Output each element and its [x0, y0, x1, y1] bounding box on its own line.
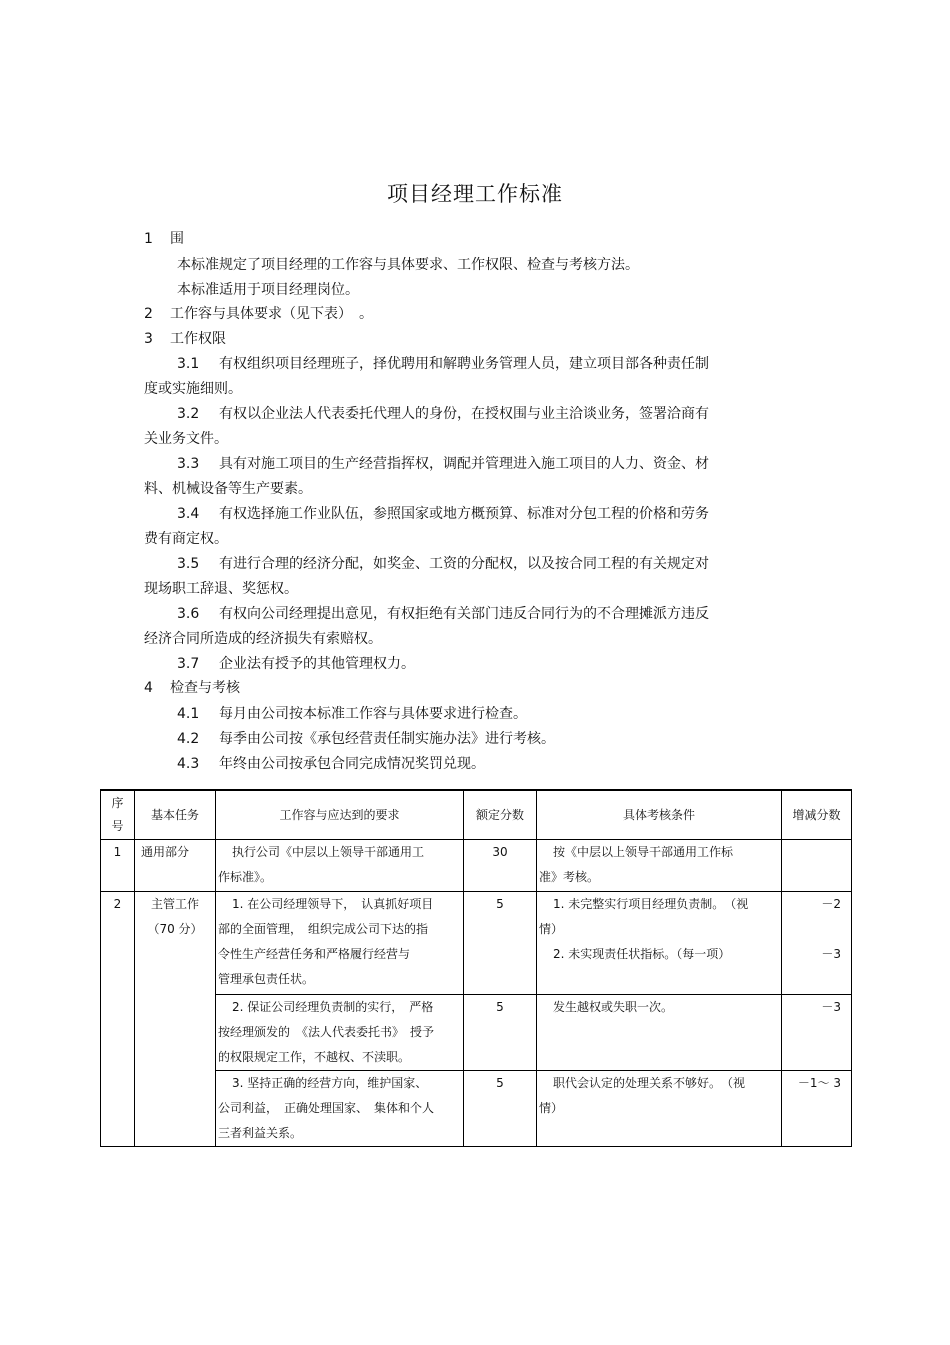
clause-text: 每月由公司按本标准工作容与具体要求进行检查。 [219, 706, 527, 722]
section-1-paragraph-2: 本标准适用于项目经理岗位。 [177, 282, 359, 298]
text-line: 作标准》。 [218, 870, 273, 884]
text-line: 的权限规定工作，不越权、不渎职。 [218, 1050, 411, 1064]
section-title: 围 [170, 231, 184, 247]
row-requirements [216, 995, 464, 1071]
clause-number: 4.3 [177, 756, 200, 772]
row-requirements [216, 1071, 464, 1147]
clause-3-5-line-1 [177, 554, 709, 574]
clause-text: 有权组织项目经理班子，择优聘用和解聘业务管理人员，建立项目部各种责任制 [219, 356, 709, 372]
row-requirements [216, 892, 464, 995]
text-line [784, 917, 841, 942]
text-line: 准》考核。 [539, 870, 600, 884]
clause-text: 具有对施工项目的生产经营指挥权，调配并管理进入施工项目的人力、资金、材 [219, 456, 709, 472]
text-line: 主管工作 [150, 897, 199, 911]
clause-number: 4.1 [177, 706, 200, 722]
row-adjustment: －3 [782, 995, 852, 1071]
clause-text: 企业法有授予的其他管理权力。 [219, 656, 415, 672]
clause-number: 3.7 [177, 656, 200, 672]
clause-3-2-line-2: 关业务文件。 [144, 431, 228, 447]
table-row [101, 840, 852, 892]
row-adjustment [782, 840, 852, 892]
text-line: 执行公司《中层以上领导干部通用工 [232, 845, 425, 859]
header-task: 基本任务 [135, 790, 216, 840]
clause-3-2-line-1 [177, 404, 709, 424]
text-line: 2. 保证公司经理负责制的实行， 严格 [232, 1000, 434, 1014]
clause-4-3 [177, 754, 485, 774]
row-score: 5 [464, 892, 537, 995]
text-line: 1. 未完整实行项目经理负责制。 （视 [553, 897, 749, 911]
clause-text: 有权以企业法人代表委托代理人的身份，在授权围与业主洽谈业务，签署洽商有 [219, 406, 709, 422]
text-line: 部的全面管理， 组织完成公司下达的指 [218, 922, 429, 936]
text-line: －2 [821, 897, 841, 911]
section-number: 1 [144, 231, 153, 247]
clause-number: 3.1 [177, 356, 200, 372]
table-header-row [101, 790, 852, 840]
section-number: 3 [144, 331, 153, 347]
assessment-table [100, 789, 852, 1147]
clause-text: 有进行合理的经济分配，如奖金、工资的分配权，以及按合同工程的有关规定对 [219, 556, 709, 572]
clause-4-2 [177, 729, 555, 749]
header-conditions: 具体考核条件 [537, 790, 782, 840]
header-score: 额定分数 [464, 790, 537, 840]
section-1-paragraph-1: 本标准规定了项目经理的工作容与具体要求、工作权限、检查与考核方法。 [177, 257, 639, 273]
clause-3-5-line-2: 现场职工辞退、奖惩权。 [144, 581, 298, 597]
row-adjustment [782, 892, 852, 995]
section-4-heading [144, 678, 240, 698]
clause-number: 4.2 [177, 731, 200, 747]
clause-number: 3.5 [177, 556, 200, 572]
row-adjustment: －1～ 3 [782, 1071, 852, 1147]
header-seq [101, 790, 135, 840]
section-title: 检查与考核 [170, 680, 240, 696]
text-line: 按经理颁发的 《法人代表委托书》 授予 [218, 1025, 435, 1039]
text-line: 3. 坚持正确的经营方向，维护国家、 [232, 1076, 428, 1090]
section-2-heading [144, 304, 373, 324]
row-task: 通用部分 [135, 840, 216, 892]
clause-number: 3.3 [177, 456, 200, 472]
text-line: 发生越权或失职一次。 [553, 1000, 674, 1014]
clause-text: 每季由公司按《承包经营责任制实施办法》进行考核。 [219, 731, 555, 747]
text-line: 职代会认定的处理关系不够好。 （视 [553, 1076, 746, 1090]
section-1-heading [144, 229, 184, 249]
row-score: 30 [464, 840, 537, 892]
row-score: 5 [464, 995, 537, 1071]
clause-3-1-line-2: 度或实施细则。 [144, 381, 242, 397]
clause-3-4-line-1 [177, 504, 709, 524]
row-seq: 1 [101, 840, 135, 892]
section-number: 4 [144, 680, 153, 696]
text-line: －3 [821, 947, 841, 961]
clause-text: 年终由公司按承包合同完成情况奖罚兑现。 [219, 756, 485, 772]
section-title: 工作容与具体要求（见下表） 。 [170, 306, 373, 322]
row-score: 5 [464, 1071, 537, 1147]
text-line: 1. 在公司经理领导下， 认真抓好项目 [232, 897, 434, 911]
clause-3-6-line-2: 经济合同所造成的经济损失有索赔权。 [144, 631, 382, 647]
clause-number: 3.6 [177, 606, 200, 622]
row-conditions [537, 1071, 782, 1147]
clause-number: 3.2 [177, 406, 200, 422]
clause-3-1-line-1 [177, 354, 709, 374]
text-line: 三者利益关系。 [218, 1126, 303, 1140]
header-seq-line-2: 号 [111, 819, 124, 833]
clause-4-1 [177, 704, 527, 724]
text-line: 情） [539, 922, 564, 936]
row-seq: 2 [101, 892, 135, 1147]
row-conditions [537, 892, 782, 995]
clause-3-3-line-2: 料、机械设备等生产要素。 [144, 481, 312, 497]
text-line: 令性生产经营任务和严格履行经营与 [218, 947, 411, 961]
section-3-heading [144, 329, 226, 349]
text-line: （70 分） [147, 922, 203, 936]
section-title: 工作权限 [170, 331, 226, 347]
table-row [101, 892, 852, 995]
header-requirements: 工作容与应达到的要求 [216, 790, 464, 840]
section-number: 2 [144, 306, 153, 322]
clause-3-6-line-1 [177, 604, 709, 624]
header-seq-line-1: 序 [111, 796, 124, 810]
row-task [135, 892, 216, 1147]
row-conditions [537, 840, 782, 892]
clause-3-4-line-2: 费有商定权。 [144, 531, 228, 547]
row-conditions [537, 995, 782, 1071]
text-line: 2. 未实现责任状指标。（每一项） [553, 947, 731, 961]
clause-text: 有权向公司经理提出意见，有权拒绝有关部门违反合同行为的不合理摊派方违反 [219, 606, 709, 622]
text-line: 管理承包责任状。 [218, 972, 315, 986]
text-line: 情） [539, 1101, 564, 1115]
text-line: 公司利益， 正确处理国家、 集体和个人 [218, 1101, 435, 1115]
text-line: 按《中层以上领导干部通用工作标 [553, 845, 734, 859]
row-requirements [216, 840, 464, 892]
clause-3-7 [177, 654, 415, 674]
clause-number: 3.4 [177, 506, 200, 522]
clause-3-3-line-1 [177, 454, 709, 474]
header-adjustment: 增减分数 [782, 790, 852, 840]
clause-text: 有权选择施工作业队伍，参照国家或地方概预算、标准对分包工程的价格和劳务 [219, 506, 709, 522]
document-title: 项目经理工作标准 [387, 182, 563, 206]
